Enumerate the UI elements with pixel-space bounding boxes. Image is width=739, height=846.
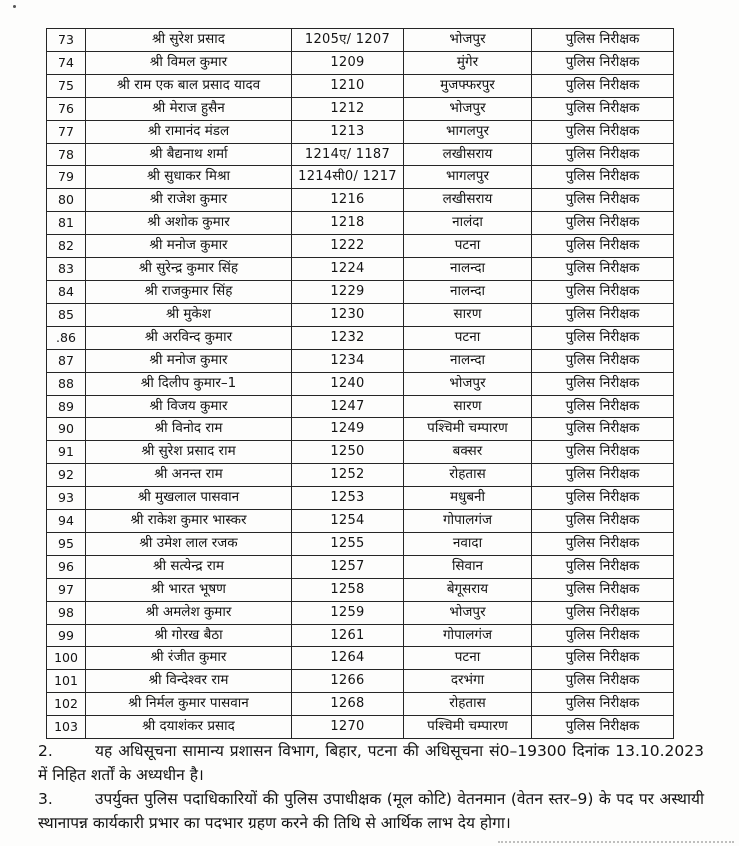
- cell-district: रोहतास: [404, 464, 532, 487]
- cell-name: श्री सुधाकर मिश्रा: [86, 166, 292, 189]
- cell-district: पटना: [404, 326, 532, 349]
- cell-district: लखीसराय: [404, 189, 532, 212]
- cell-district: लखीसराय: [404, 143, 532, 166]
- cell-number: 1268: [292, 693, 404, 716]
- cell-designation: पुलिस निरीक्षक: [532, 258, 674, 281]
- cell-designation: पुलिस निरीक्षक: [532, 120, 674, 143]
- cell-district: नालन्दा: [404, 349, 532, 372]
- cell-number: 1250: [292, 441, 404, 464]
- cell-serial: 83: [47, 258, 86, 281]
- cell-name: श्री राजकुमार सिंह: [86, 280, 292, 303]
- scan-dotted-artifact: [498, 841, 734, 843]
- cell-district: मुंगेर: [404, 51, 532, 74]
- cell-district: बेगूसराय: [404, 578, 532, 601]
- cell-district: सारण: [404, 303, 532, 326]
- table-row: [47, 189, 674, 212]
- footer-notes: [38, 740, 704, 836]
- cell-serial: 94: [47, 510, 86, 533]
- cell-serial: 79: [47, 166, 86, 189]
- table-row: [47, 510, 674, 533]
- cell-district: भागलपुर: [404, 120, 532, 143]
- cell-designation: पुलिस निरीक्षक: [532, 510, 674, 533]
- cell-district: भोजपुर: [404, 601, 532, 624]
- table-row: [47, 166, 674, 189]
- paragraph-text: उपर्युक्त पुलिस पदाधिकारियों की पुलिस उपाधीक्षक (मूल कोटि) वेतनमान (वेतन स्तर–9) के पद पर अस्थायी स्थानापन्न कार्यकारी प्रभार का पदभार ग्रहण करने की तिथि से आर्थिक लाभ देय होगा।: [38, 790, 704, 832]
- cell-designation: पुलिस निरीक्षक: [532, 601, 674, 624]
- cell-number: 1261: [292, 624, 404, 647]
- table-row: [47, 532, 674, 555]
- cell-number: 1212: [292, 97, 404, 120]
- cell-name: श्री निर्मल कुमार पासवान: [86, 693, 292, 716]
- table-row: [47, 395, 674, 418]
- cell-name: श्री रंजीत कुमार: [86, 647, 292, 670]
- cell-name: श्री रामानंद मंडल: [86, 120, 292, 143]
- cell-serial: 95: [47, 532, 86, 555]
- cell-name: श्री अशोक कुमार: [86, 212, 292, 235]
- table-row: [47, 143, 674, 166]
- cell-designation: पुलिस निरीक्षक: [532, 464, 674, 487]
- cell-number: 1247: [292, 395, 404, 418]
- table-row: [47, 441, 674, 464]
- cell-serial: 85: [47, 303, 86, 326]
- cell-name: श्री विजय कुमार: [86, 395, 292, 418]
- cell-designation: पुलिस निरीक्षक: [532, 487, 674, 510]
- table-row: [47, 464, 674, 487]
- cell-number: 1234: [292, 349, 404, 372]
- cell-name: श्री बैद्यनाथ शर्मा: [86, 143, 292, 166]
- cell-number: 1258: [292, 578, 404, 601]
- cell-serial: 97: [47, 578, 86, 601]
- cell-number: 1240: [292, 372, 404, 395]
- cell-serial: 82: [47, 235, 86, 258]
- cell-name: श्री गोरख बैठा: [86, 624, 292, 647]
- cell-district: नालंदा: [404, 212, 532, 235]
- cell-number: 1266: [292, 670, 404, 693]
- cell-name: श्री अरविन्द कुमार: [86, 326, 292, 349]
- table-row: [47, 349, 674, 372]
- cell-number: 1255: [292, 532, 404, 555]
- cell-name: श्री दयाशंकर प्रसाद: [86, 716, 292, 739]
- cell-designation: पुलिस निरीक्षक: [532, 349, 674, 372]
- cell-designation: पुलिस निरीक्षक: [532, 395, 674, 418]
- table-row: [47, 647, 674, 670]
- table-row: [47, 624, 674, 647]
- cell-district: पटना: [404, 647, 532, 670]
- cell-designation: पुलिस निरीक्षक: [532, 647, 674, 670]
- cell-designation: पुलिस निरीक्षक: [532, 143, 674, 166]
- table-row: [47, 578, 674, 601]
- cell-number: 1224: [292, 258, 404, 281]
- cell-number: 1257: [292, 555, 404, 578]
- cell-district: गोपालगंज: [404, 510, 532, 533]
- cell-serial: 73: [47, 29, 86, 52]
- cell-serial: 74: [47, 51, 86, 74]
- table-row: [47, 303, 674, 326]
- cell-district: भोजपुर: [404, 372, 532, 395]
- table-row: [47, 670, 674, 693]
- cell-number: 1214ए/ 1187: [292, 143, 404, 166]
- cell-district: सिवान: [404, 555, 532, 578]
- cell-name: श्री राकेश कुमार भास्कर: [86, 510, 292, 533]
- cell-number: 1216: [292, 189, 404, 212]
- cell-name: श्री सुरेन्द्र कुमार सिंह: [86, 258, 292, 281]
- table-row: [47, 74, 674, 97]
- table-row: [47, 601, 674, 624]
- paragraph-number: 2.: [38, 742, 53, 760]
- cell-name: श्री सुरेश प्रसाद: [86, 29, 292, 52]
- cell-designation: पुलिस निरीक्षक: [532, 280, 674, 303]
- cell-district: बक्सर: [404, 441, 532, 464]
- cell-serial: 103: [47, 716, 86, 739]
- cell-designation: पुलिस निरीक्षक: [532, 166, 674, 189]
- cell-district: मुजफ्फरपुर: [404, 74, 532, 97]
- cell-name: श्री विमल कुमार: [86, 51, 292, 74]
- cell-district: पश्चिमी चम्पारण: [404, 716, 532, 739]
- table-row: [47, 258, 674, 281]
- cell-designation: पुलिस निरीक्षक: [532, 670, 674, 693]
- cell-designation: पुलिस निरीक्षक: [532, 97, 674, 120]
- cell-serial: 92: [47, 464, 86, 487]
- table-row: [47, 487, 674, 510]
- table-row: [47, 280, 674, 303]
- cell-district: मधुबनी: [404, 487, 532, 510]
- table-row: [47, 51, 674, 74]
- cell-designation: पुलिस निरीक्षक: [532, 716, 674, 739]
- cell-district: दरभंगा: [404, 670, 532, 693]
- cell-name: श्री राम एक बाल प्रसाद यादव: [86, 74, 292, 97]
- officers-table-body: [47, 29, 674, 739]
- cell-district: भोजपुर: [404, 29, 532, 52]
- cell-district: गोपालगंज: [404, 624, 532, 647]
- cell-name: श्री विनोद राम: [86, 418, 292, 441]
- cell-number: 1252: [292, 464, 404, 487]
- paragraph-number: 3.: [38, 790, 53, 809]
- cell-name: श्री मुकेश: [86, 303, 292, 326]
- cell-serial: 75: [47, 74, 86, 97]
- cell-serial: 80: [47, 189, 86, 212]
- table-row: [47, 212, 674, 235]
- cell-district: रोहतास: [404, 693, 532, 716]
- cell-designation: पुलिस निरीक्षक: [532, 372, 674, 395]
- cell-serial: 81: [47, 212, 86, 235]
- table-row: [47, 555, 674, 578]
- table-row: [47, 693, 674, 716]
- cell-name: श्री राजेश कुमार: [86, 189, 292, 212]
- cell-number: 1253: [292, 487, 404, 510]
- cell-designation: पुलिस निरीक्षक: [532, 326, 674, 349]
- cell-serial: .86: [47, 326, 86, 349]
- cell-serial: 88: [47, 372, 86, 395]
- cell-district: भागलपुर: [404, 166, 532, 189]
- cell-designation: पुलिस निरीक्षक: [532, 51, 674, 74]
- cell-designation: पुलिस निरीक्षक: [532, 532, 674, 555]
- cell-district: नालन्दा: [404, 258, 532, 281]
- cell-district: नवादा: [404, 532, 532, 555]
- cell-serial: 102: [47, 693, 86, 716]
- cell-number: 1230: [292, 303, 404, 326]
- table-row: [47, 235, 674, 258]
- cell-number: 1218: [292, 212, 404, 235]
- cell-serial: 96: [47, 555, 86, 578]
- cell-name: श्री भारत भूषण: [86, 578, 292, 601]
- cell-designation: पुलिस निरीक्षक: [532, 418, 674, 441]
- cell-name: श्री अनन्त राम: [86, 464, 292, 487]
- cell-serial: 100: [47, 647, 86, 670]
- cell-district: पश्चिमी चम्पारण: [404, 418, 532, 441]
- note-paragraph-3: [38, 788, 704, 835]
- cell-designation: पुलिस निरीक्षक: [532, 441, 674, 464]
- cell-designation: पुलिस निरीक्षक: [532, 578, 674, 601]
- cell-designation: पुलिस निरीक्षक: [532, 189, 674, 212]
- table-row: [47, 97, 674, 120]
- cell-name: श्री अमलेश कुमार: [86, 601, 292, 624]
- cell-number: 1232: [292, 326, 404, 349]
- cell-name: श्री सुरेश प्रसाद राम: [86, 441, 292, 464]
- cell-serial: 99: [47, 624, 86, 647]
- cell-serial: 84: [47, 280, 86, 303]
- cell-name: श्री मुखलाल पासवान: [86, 487, 292, 510]
- cell-number: 1259: [292, 601, 404, 624]
- cell-district: पटना: [404, 235, 532, 258]
- cell-district: सारण: [404, 395, 532, 418]
- cell-serial: 78: [47, 143, 86, 166]
- cell-serial: 76: [47, 97, 86, 120]
- cell-number: 1209: [292, 51, 404, 74]
- cell-serial: 93: [47, 487, 86, 510]
- paragraph-text: यह अधिसूचना सामान्य प्रशासन विभाग, बिहार, पटना की अधिसूचना सं0–19300 दिनांक 13.10.2023 में निहित शर्तों के अध्यधीन है।: [38, 742, 704, 784]
- cell-designation: पुलिस निरीक्षक: [532, 693, 674, 716]
- cell-name: श्री मनोज कुमार: [86, 349, 292, 372]
- note-paragraph-2: [38, 740, 704, 787]
- cell-designation: पुलिस निरीक्षक: [532, 624, 674, 647]
- cell-number: 1264: [292, 647, 404, 670]
- cell-number: 1254: [292, 510, 404, 533]
- cell-number: 1270: [292, 716, 404, 739]
- cell-name: श्री मेराज हुसैन: [86, 97, 292, 120]
- table-row: [47, 29, 674, 52]
- cell-number: 1214सी0/ 1217: [292, 166, 404, 189]
- cell-number: 1205ए/ 1207: [292, 29, 404, 52]
- cell-serial: 98: [47, 601, 86, 624]
- cell-serial: 101: [47, 670, 86, 693]
- table-row: [47, 716, 674, 739]
- cell-number: 1222: [292, 235, 404, 258]
- cell-name: श्री विन्देश्वर राम: [86, 670, 292, 693]
- cell-number: 1229: [292, 280, 404, 303]
- cell-designation: पुलिस निरीक्षक: [532, 29, 674, 52]
- cell-designation: पुलिस निरीक्षक: [532, 555, 674, 578]
- cell-designation: पुलिस निरीक्षक: [532, 74, 674, 97]
- table-row: [47, 120, 674, 143]
- cell-number: 1249: [292, 418, 404, 441]
- table-row: [47, 418, 674, 441]
- cell-designation: पुलिस निरीक्षक: [532, 235, 674, 258]
- cell-serial: 87: [47, 349, 86, 372]
- table-row: [47, 372, 674, 395]
- cell-name: श्री उमेश लाल रजक: [86, 532, 292, 555]
- cell-designation: पुलिस निरीक्षक: [532, 303, 674, 326]
- officers-table: [46, 28, 674, 739]
- cell-designation: पुलिस निरीक्षक: [532, 212, 674, 235]
- table-row: [47, 326, 674, 349]
- cell-name: श्री सत्येन्द्र राम: [86, 555, 292, 578]
- cell-district: नालन्दा: [404, 280, 532, 303]
- cell-name: श्री मनोज कुमार: [86, 235, 292, 258]
- scan-speck: [13, 5, 16, 8]
- cell-name: श्री दिलीप कुमार–1: [86, 372, 292, 395]
- cell-serial: 90: [47, 418, 86, 441]
- cell-number: 1213: [292, 120, 404, 143]
- cell-serial: 91: [47, 441, 86, 464]
- cell-number: 1210: [292, 74, 404, 97]
- cell-serial: 77: [47, 120, 86, 143]
- cell-district: भोजपुर: [404, 97, 532, 120]
- cell-serial: 89: [47, 395, 86, 418]
